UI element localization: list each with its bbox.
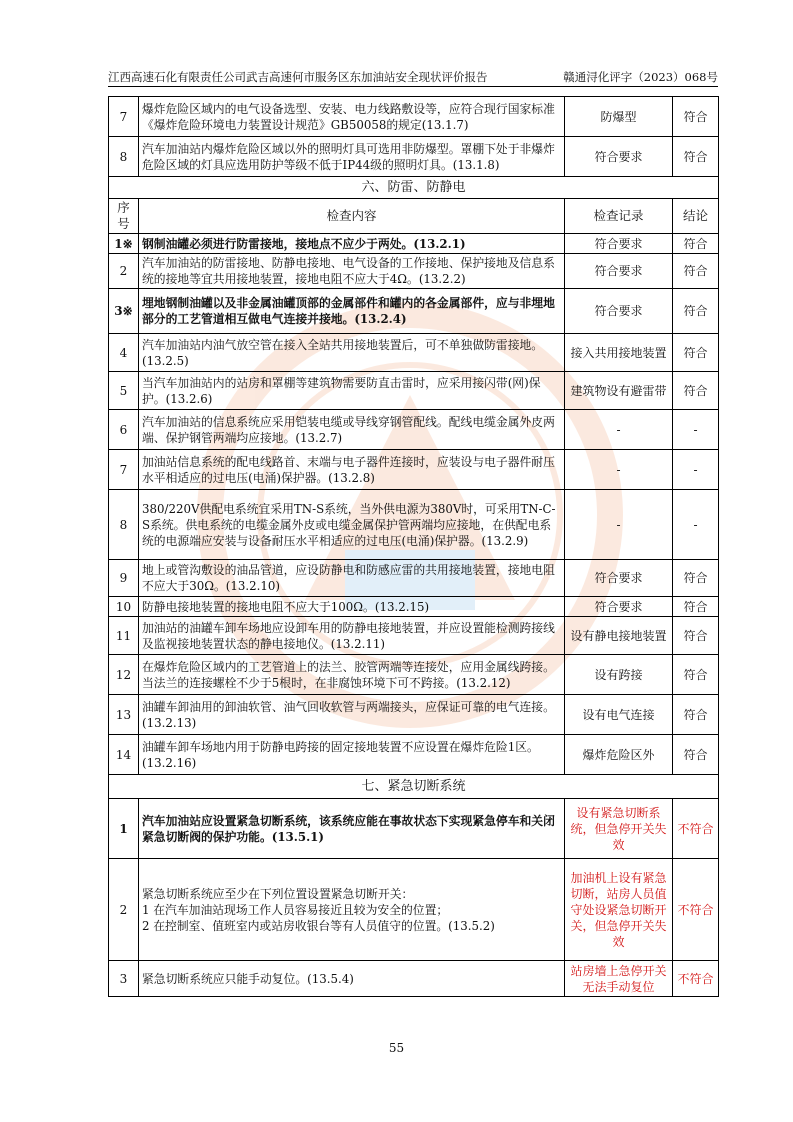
table-row: [109, 490, 719, 560]
row-number: 11: [109, 617, 139, 655]
check-record: 符合要求: [565, 234, 673, 254]
check-content: 爆炸危险区域内的电气设备选型、安装、电力线路敷设等，应符合现行国家标准《爆炸危险环境电力装置设计规范》GB50058的规定(13.1.7): [139, 97, 565, 137]
check-result: 符合: [673, 97, 719, 137]
table-row: [109, 560, 719, 597]
check-content: 地上或管沟敷设的油品管道，应设防静电和防感应雷的共用接地装置，接地电阻不应大于30Ω。(13.2.10): [139, 560, 565, 597]
check-record: 符合要求: [565, 137, 673, 177]
check-content: 防静电接地装置的接地电阻不应大于100Ω。(13.2.15): [139, 597, 565, 617]
table-row: [109, 137, 719, 177]
inspection-table: [108, 96, 719, 997]
check-result: 符合: [673, 735, 719, 775]
row-number: 4: [109, 334, 139, 372]
row-number: 13: [109, 695, 139, 735]
row-number: 8: [109, 490, 139, 560]
check-content: 加油站信息系统的配电线路首、末端与电子器件连接时，应装设与电子器件耐压水平相适应的过电压(电涌)保护器。(13.2.8): [139, 450, 565, 490]
row-number: 5: [109, 372, 139, 410]
table-row: [109, 289, 719, 334]
table-row: [109, 617, 719, 655]
check-result: -: [673, 450, 719, 490]
check-result: -: [673, 410, 719, 450]
check-record: 符合要求: [565, 254, 673, 289]
check-record: -: [565, 410, 673, 450]
page-number: 55: [388, 1041, 405, 1055]
check-record: 设有紧急切断系统，但急停开关失效: [565, 799, 673, 859]
table-row: [109, 234, 719, 254]
check-result: 符合: [673, 334, 719, 372]
section-title: 六、防雷、防静电: [109, 177, 719, 199]
row-number: 3※: [109, 289, 139, 334]
check-record: 设有电气连接: [565, 695, 673, 735]
check-result: 符合: [673, 560, 719, 597]
row-number: 2: [109, 254, 139, 289]
check-record: 设有跨接: [565, 655, 673, 695]
row-number: 3: [109, 961, 139, 997]
check-record: 加油机上设有紧急切断，站房人员值守处设紧急切断开关，但急停开关失效: [565, 859, 673, 961]
page-header: [108, 68, 718, 87]
row-number: 12: [109, 655, 139, 695]
check-result: 符合: [673, 617, 719, 655]
check-result: 符合: [673, 655, 719, 695]
check-content: 油罐车卸车场地内用于防静电跨接的固定接地装置不应设置在爆炸危险1区。(13.2.16): [139, 735, 565, 775]
table-row: [109, 334, 719, 372]
table-row: [109, 799, 719, 859]
report-title: 江西高速石化有限责任公司武吉高速何市服务区东加油站安全现状评价报告: [108, 70, 488, 84]
row-number: 10: [109, 597, 139, 617]
check-result: 符合: [673, 234, 719, 254]
check-content: 汽车加油站的防雷接地、防静电接地、电气设备的工作接地、保护接地及信息系统的接地等宜共用接地装置，接地电阻不应大于4Ω。(13.2.2): [139, 254, 565, 289]
table-row: [109, 450, 719, 490]
row-number: 1※: [109, 234, 139, 254]
row-number: 6: [109, 410, 139, 450]
table-row: [109, 961, 719, 997]
table-row: [109, 372, 719, 410]
check-record: 符合要求: [565, 289, 673, 334]
table-header-row: [109, 199, 719, 234]
check-content: 紧急切断系统应至少在下列位置设置紧急切断开关： 1 在汽车加油站现场工作人员容易接近且较为安全的位置； 2 在控制室、值班室内或站房收银台等有人员值守的位置。(13.5.2): [139, 859, 565, 961]
col-result-header: 结论: [673, 199, 719, 234]
check-record: 建筑物设有避雷带: [565, 372, 673, 410]
check-result: 不符合: [673, 961, 719, 997]
row-number: 8: [109, 137, 139, 177]
check-content: 汽车加油站应设置紧急切断系统，该系统应能在事故状态下实现紧急停车和关闭紧急切断阀的保护功能。(13.5.1): [139, 799, 565, 859]
check-content: 埋地钢制油罐以及非金属油罐顶部的金属部件和罐内的各金属部件，应与非埋地部分的工艺管道相互做电气连接并接地。(13.2.4): [139, 289, 565, 334]
row-number: 7: [109, 97, 139, 137]
check-record: -: [565, 490, 673, 560]
check-result: 不符合: [673, 859, 719, 961]
table-row: [109, 695, 719, 735]
check-result: 符合: [673, 254, 719, 289]
table-row: [109, 254, 719, 289]
table-row: [109, 655, 719, 695]
row-number: 9: [109, 560, 139, 597]
check-content: 钢制油罐必须进行防雷接地，接地点不应少于两处。(13.2.1): [139, 234, 565, 254]
col-content-header: 检查内容: [139, 199, 565, 234]
check-result: -: [673, 490, 719, 560]
section-heading: [109, 177, 719, 199]
check-content: 在爆炸危险区域内的工艺管道上的法兰、胶管两端等连接处，应用金属线跨接。当法兰的连接螺栓不少于5根时，在非腐蚀环境下可不跨接。(13.2.12): [139, 655, 565, 695]
check-record: -: [565, 450, 673, 490]
row-number: 2: [109, 859, 139, 961]
row-number: 1: [109, 799, 139, 859]
check-content: 汽车加油站的信息系统应采用铠装电缆或导线穿钢管配线。配线电缆金属外皮两端、保护钢管两端均应接地。(13.2.7): [139, 410, 565, 450]
row-number: 14: [109, 735, 139, 775]
table-row: [109, 410, 719, 450]
section-heading: [109, 775, 719, 799]
section-title: 七、紧急切断系统: [109, 775, 719, 799]
check-content: 加油站的油罐车卸车场地应设卸车用的防静电接地装置，并应设置能检测跨接线及监视接地装置状态的静电接地仪。(13.2.11): [139, 617, 565, 655]
check-record: 爆炸危险区外: [565, 735, 673, 775]
check-result: 符合: [673, 372, 719, 410]
check-result: 符合: [673, 289, 719, 334]
check-record: 符合要求: [565, 560, 673, 597]
row-number: 7: [109, 450, 139, 490]
check-record: 设有静电接地装置: [565, 617, 673, 655]
table-row: [109, 597, 719, 617]
check-result: 不符合: [673, 799, 719, 859]
check-result: 符合: [673, 597, 719, 617]
report-number: 赣通浔化评字（2023）068号: [563, 70, 718, 84]
check-content: 紧急切断系统应只能手动复位。(13.5.4): [139, 961, 565, 997]
table-row: [109, 97, 719, 137]
check-result: 符合: [673, 137, 719, 177]
check-result: 符合: [673, 695, 719, 735]
col-number-header: 序号: [109, 199, 139, 234]
table-row: [109, 735, 719, 775]
check-record: 防爆型: [565, 97, 673, 137]
table-row: [109, 859, 719, 961]
check-record: 站房墙上急停开关无法手动复位: [565, 961, 673, 997]
check-record: 接入共用接地装置: [565, 334, 673, 372]
check-record: 符合要求: [565, 597, 673, 617]
col-record-header: 检查记录: [565, 199, 673, 234]
check-content: 380/220V供配电系统宜采用TN-S系统，当外供电源为380V时，可采用TN-C-S系统。供电系统的电缆金属外皮或电缆金属保护管两端均应接地，在供配电系统的电源端应安装与设备耐压水平相适应的过电压(电涌)保护器。(13.2.9): [139, 490, 565, 560]
check-content: 汽车加油站内爆炸危险区域以外的照明灯具可选用非防爆型。罩棚下处于非爆炸危险区域的灯具应选用防护等级不低于IP44级的照明灯具。(13.1.8): [139, 137, 565, 177]
check-content: 油罐车卸油用的卸油软管、油气回收软管与两端接头，应保证可靠的电气连接。(13.2.13): [139, 695, 565, 735]
check-content: 当汽车加油站内的站房和罩棚等建筑物需要防直击雷时，应采用接闪带(网)保护。(13.2.6): [139, 372, 565, 410]
check-content: 汽车加油站内油气放空管在接入全站共用接地装置后，可不单独做防雷接地。(13.2.5): [139, 334, 565, 372]
